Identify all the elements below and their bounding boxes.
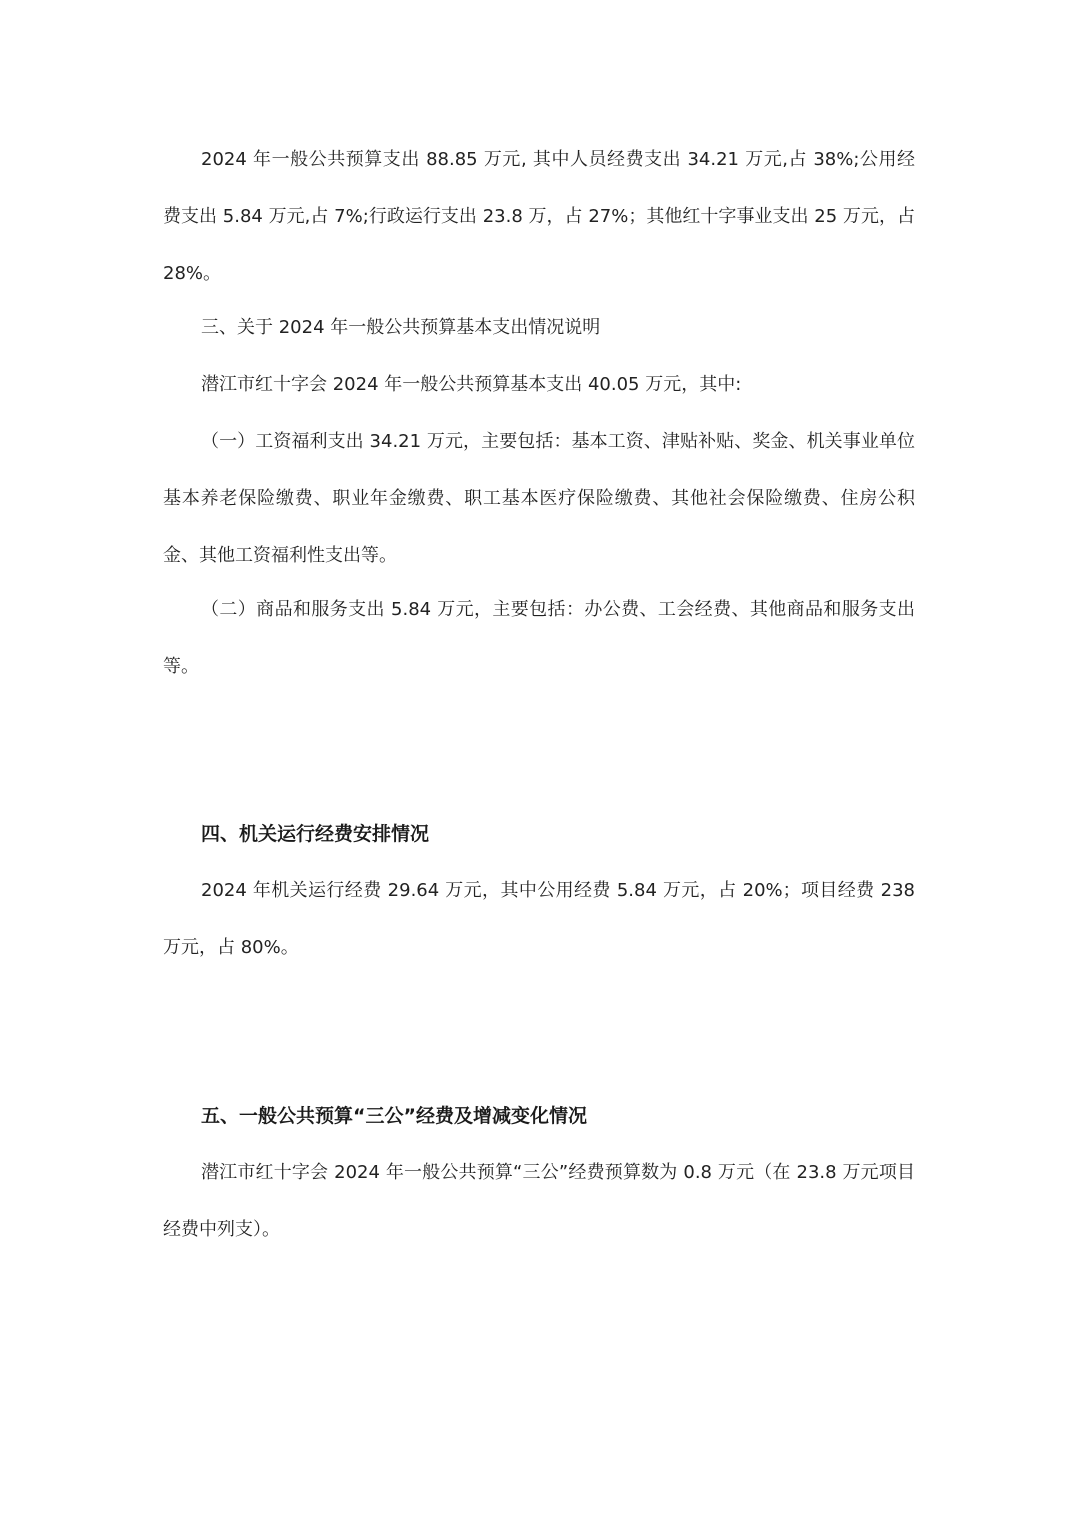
heading-operating-expenses: 四、机关运行经费安排情况: [201, 823, 430, 845]
section-title-basic-expenditure: 三、关于 2024 年一般公共预算基本支出情况说明: [201, 317, 601, 338]
paragraph-operating-expenses: 2024 年机关运行经费 29.64 万元，其中公用经费 5.84 万元，占 20%；项目经费 238 万元，占 80%。: [163, 880, 915, 958]
paragraph-salary-welfare: （一）工资福利支出 34.21 万元，主要包括：基本工资、津贴补贴、奖金、机关事业单位基本养老保险缴费、职业年金缴费、职工基本医疗保险缴费、其他社会保险缴费、住房公积金、其他工资福利性支出等。: [163, 431, 915, 566]
paragraph-budget-expenditure: 2024 年一般公共预算支出 88.85 万元, 其中人员经费支出 34.21 万元,占 38%;公用经费支出 5.84 万元,占 7%;行政运行支出 23.8 万，占 27%；其他红十字事业支出 25 万元，占 28%。: [163, 149, 915, 284]
heading-three-public-expenses: 五、一般公共预算“三公”经费及增减变化情况: [201, 1105, 587, 1127]
paragraph-basic-expenditure-total: 潜江市红十字会 2024 年一般公共预算基本支出 40.05 万元，其中:: [201, 374, 742, 395]
paragraph-three-public-expenses: 潜江市红十字会 2024 年一般公共预算“三公”经费预算数为 0.8 万元（在 23.8 万元项目经费中列支）。: [163, 1162, 915, 1240]
paragraph-goods-services: （二）商品和服务支出 5.84 万元，主要包括：办公费、工会经费、其他商品和服务支出等。: [163, 599, 915, 677]
